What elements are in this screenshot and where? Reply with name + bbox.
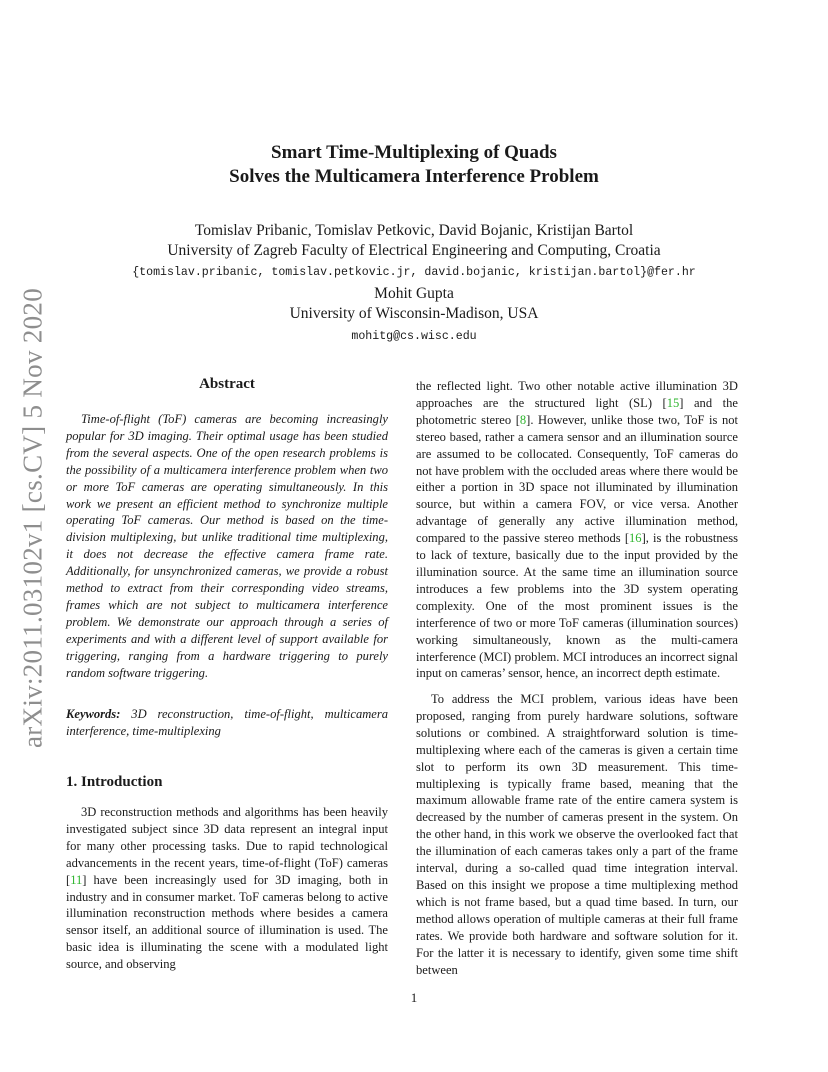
page-number: 1 [410,990,418,1005]
abstract-text: Time-of-flight (ToF) cameras are becoming increasingly popular for 3D imaging. Their optimal usage has been studied from the several aspects. One of the open research problems is the possibility of a multicamera interference problem when two or more ToF cameras are operating simultaneously. In this work we present an efficient method to synchronize multiple operating ToF cameras. Our method is based on the time-division multiplexing, but unlike traditional time multiplexing, it does not decrease the effective camera frame rate. Additionally, for unsynchronized cameras, we provide a robust method to extract from their corresponding video streams, frames which are not subject to multicamera interference problem. We demonstrate our approach through a series of experiments and with a different level of support available for triggering, ranging from a hardware triggering to purely random software triggering. [66,412,388,680]
right-text-a: the reflected light. Two other notable active illumination 3D approaches are the structured light (SL) [ [416,379,738,410]
paper-title [0,141,828,189]
keywords-text: 3D reconstruction, time-of-flight, multicamera interference, time-multiplexing [66,707,388,738]
keywords [66,706,388,740]
right-column-paragraph-2: To address the MCI problem, various ideas have been proposed, ranging from purely hardware solutions, software solutions or combined. A straightforward solution is time-multiplexing where each of the cameras is given a certain time slot to perform its own 3D measurement. This time-multiplexing is typically frame based, meaning that the maximum allowable frame rate of the entire camera system is decreased by the number of cameras present in the system. On the other hand, in this work we observe the overlooked fact that the illumination of each cameras takes only a part of the frame interval, during a so-called quad time integration interval. Based on this insight we propose a time multiplexing method which is not frame based, but a quad time based. In turn, our method allows operation of multiple cameras at their full frame rates. We provide both hardware and software solution for it. For the latter it is necessary to identify, given some time shift between [416,692,738,977]
authors-2: Mohit Gupta [374,285,454,302]
title-line-2: Solves the Multicamera Interference Problem [229,166,599,187]
right-text-d: ], is the robustness to lack of texture, basically due to the input provided by the illumination source. At the same time an illumination source introduces a few problems into the 3D system operating complexity. One of the most prominent issues is the interference of two or more ToF cameras (illumination sources) working simultaneously, known as the multi-camera interference (MCI) problem. MCI introduces an incorrect signal input on cameras’ sensor, hence, an incorrect depth estimate. [416,531,738,681]
arxiv-side-stamp [18,285,48,750]
right-text-b: ] and the photometric stereo [ [416,395,738,427]
intro-paragraph [66,804,388,973]
citation-8-link[interactable]: 8 [519,412,527,427]
arxiv-stamp-text: arXiv:2011.03102v1 [cs.CV] 5 Nov 2020 [17,287,48,748]
emails-2: mohitg@cs.wisc.edu [351,330,477,343]
author-block-1 [0,221,828,283]
affiliation-2: University of Wisconsin-Madison, USA [289,305,539,322]
right-text-c: ]. However, unlike those two, ToF is not stereo based, rather a camera sensor and an illumination source are assumed to be collocated. Consequently, ToF cameras do not have problem with the occluded areas where there would be either a portion in 3D space not illuminated by illumination source, but within a camera FOV, or vice versa. Another advantage of generally any active illumination method, compared to the passive stereo methods [ [416,412,738,546]
keywords-label: Keywords: [66,707,121,721]
abstract-heading: Abstract [199,376,255,392]
intro-text-a: 3D reconstruction methods and algorithms has been heavily investigated subject since 3D data represent an integral input for many other processing tasks. Due to rapid technological advancements in the recent years, time-of-flight (ToF) cameras [ [66,805,388,887]
citation-15-link[interactable]: 15 [666,395,680,410]
authors-1: Tomislav Pribanic, Tomislav Petkovic, David Bojanic, Kristijan Bartol [194,222,634,239]
affiliation-1: University of Zagreb Faculty of Electrical Engineering and Computing, Croatia [167,242,661,259]
citation-11-link[interactable]: 11 [70,872,83,887]
emails-1: {tomislav.pribanic, tomislav.petkovic.jr, david.bojanic, kristijan.bartol}@fer.hr [132,266,696,279]
intro-text-b: ] have been increasingly used for 3D imaging, both in industry and in consumer market. ToF cameras belong to active illumination reconstruction methods where besides a camera sensor itself, an additional source of illumination is used. The basic idea is illuminating the scene with a modulated light source, and observing [66,872,388,972]
title-line-1: Smart Time-Multiplexing of Quads [271,142,557,163]
section-heading-introduction: 1. Introduction [66,774,163,790]
author-block-2 [0,284,828,347]
citation-16-link[interactable]: 16 [629,531,642,546]
right-column-paragraph-1 [416,378,738,682]
